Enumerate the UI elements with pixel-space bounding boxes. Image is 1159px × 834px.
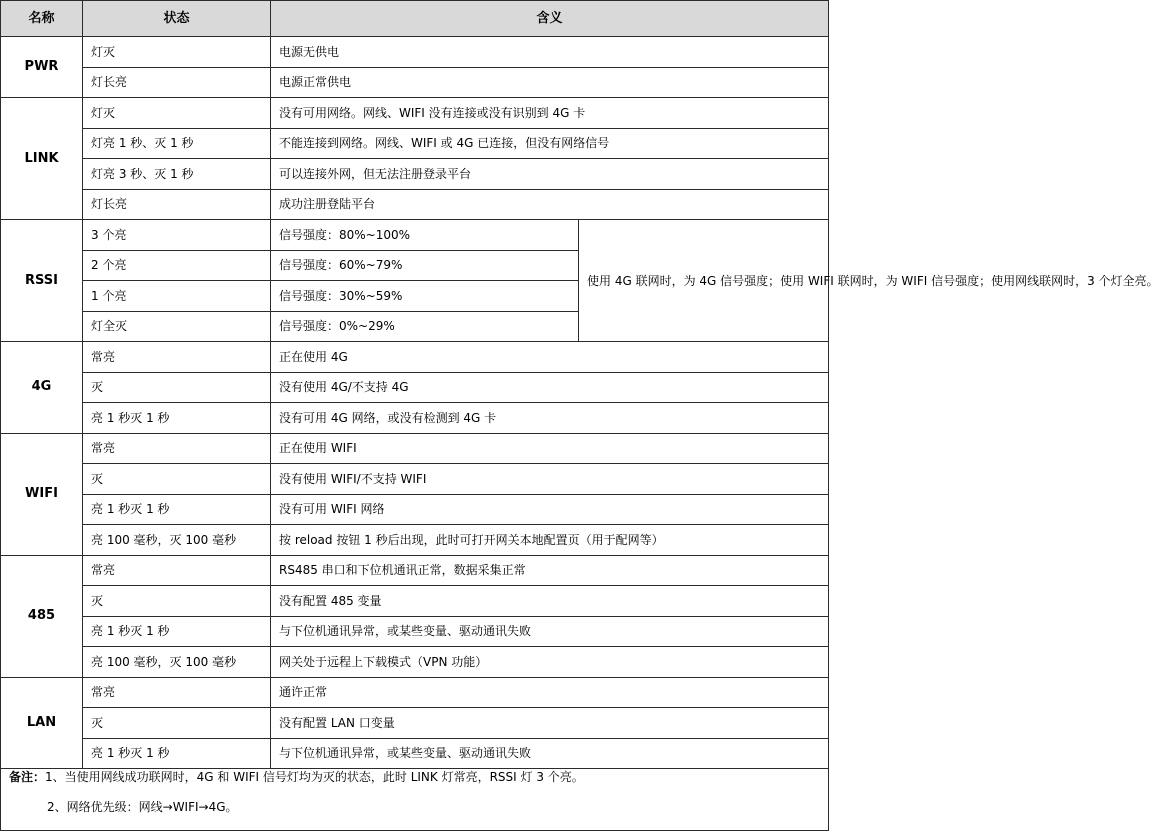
led-status-cell: 常亮 — [83, 555, 271, 586]
led-status-cell: 常亮 — [83, 342, 271, 373]
rssi-note-cell: 使用 4G 联网时，为 4G 信号强度；使用 WIFI 联网时，为 WIFI 信号强度；使用网线联网时，3 个灯全亮。 — [579, 220, 829, 342]
led-meaning-cell: 没有配置 LAN 口变量 — [271, 708, 829, 739]
led-meaning-cell: 没有可用网络。网线、WIFI 没有连接或没有识别到 4G 卡 — [271, 98, 829, 129]
led-status-cell: 亮 1 秒灭 1 秒 — [83, 494, 271, 525]
led-status-cell: 灯亮 1 秒、灭 1 秒 — [83, 128, 271, 159]
led-meaning-cell: 信号强度：80%~100% — [271, 220, 579, 251]
led-meaning-cell: 正在使用 4G — [271, 342, 829, 373]
table-row — [1, 464, 829, 495]
table-row — [1, 98, 829, 129]
led-status-cell: 灯灭 — [83, 37, 271, 68]
notes-line-1 — [9, 770, 820, 800]
table-row — [1, 647, 829, 678]
note-item: 1、当使用网线成功联网时，4G 和 WIFI 信号灯均为灭的状态，此时 LINK 灯常亮，RSSI 灯 3 个亮。 — [45, 769, 584, 784]
led-meaning-cell: 不能连接到网络。网线、WIFI 或 4G 已连接，但没有网络信号 — [271, 128, 829, 159]
led-meaning-cell: 电源无供电 — [271, 37, 829, 68]
led-meaning-cell: 信号强度：30%~59% — [271, 281, 579, 312]
led-meaning-cell: 电源正常供电 — [271, 67, 829, 98]
led-status-cell: 亮 1 秒灭 1 秒 — [83, 738, 271, 769]
table-row — [1, 616, 829, 647]
table-row — [1, 37, 829, 68]
header-meaning: 含义 — [271, 1, 829, 37]
table-row — [1, 128, 829, 159]
led-meaning-cell: 没有使用 WIFI/不支持 WIFI — [271, 464, 829, 495]
led-status-cell: 灯全灭 — [83, 311, 271, 342]
table-row — [1, 555, 829, 586]
led-meaning-cell: 没有使用 4G/不支持 4G — [271, 372, 829, 403]
led-status-cell: 灭 — [83, 708, 271, 739]
led-status-cell: 灯长亮 — [83, 67, 271, 98]
table-row — [1, 738, 829, 769]
table-row — [1, 220, 829, 251]
table-row — [1, 708, 829, 739]
table-row — [1, 372, 829, 403]
note-item: 2、网络优先级：网线→WIFI→4G。 — [47, 799, 238, 814]
notes-line-2 — [9, 800, 820, 830]
notes-row — [1, 769, 829, 831]
table-row — [1, 677, 829, 708]
led-meaning-cell: 没有可用 4G 网络，或没有检测到 4G 卡 — [271, 403, 829, 434]
led-meaning-cell: RS485 串口和下位机通讯正常，数据采集正常 — [271, 555, 829, 586]
table-row — [1, 67, 829, 98]
led-status-cell: 灯长亮 — [83, 189, 271, 220]
table-body — [1, 37, 1159, 769]
table-row — [1, 494, 829, 525]
led-status-cell: 亮 100 毫秒，灭 100 毫秒 — [83, 525, 271, 556]
led-status-cell: 灭 — [83, 464, 271, 495]
led-status-cell: 常亮 — [83, 677, 271, 708]
led-name-cell: 485 — [1, 555, 83, 677]
table-row — [1, 586, 829, 617]
table-header-row — [1, 1, 829, 37]
led-status-cell: 灯亮 3 秒、灭 1 秒 — [83, 159, 271, 190]
led-name-cell: PWR — [1, 37, 83, 98]
led-name-cell: WIFI — [1, 433, 83, 555]
led-status-cell: 亮 1 秒灭 1 秒 — [83, 616, 271, 647]
led-status-cell: 亮 100 毫秒，灭 100 毫秒 — [83, 647, 271, 678]
notes-cell — [1, 769, 829, 831]
led-status-cell: 常亮 — [83, 433, 271, 464]
led-name-cell: LINK — [1, 98, 83, 220]
led-status-cell: 灭 — [83, 372, 271, 403]
led-status-cell: 灯灭 — [83, 98, 271, 129]
led-meaning-cell: 没有可用 WIFI 网络 — [271, 494, 829, 525]
table-row — [1, 189, 829, 220]
led-meaning-cell: 按 reload 按钮 1 秒后出现，此时可打开网关本地配置页（用于配网等） — [271, 525, 829, 556]
led-meaning-cell: 信号强度：0%~29% — [271, 311, 579, 342]
header-name: 名称 — [1, 1, 83, 37]
led-name-cell: RSSI — [1, 220, 83, 342]
table-row — [1, 403, 829, 434]
led-meaning-cell: 成功注册登陆平台 — [271, 189, 829, 220]
notes-label: 备注： — [9, 769, 46, 784]
led-meaning-cell: 与下位机通讯异常，或某些变量、驱动通讯失败 — [271, 738, 829, 769]
table-row — [1, 525, 829, 556]
table-row — [1, 433, 829, 464]
led-name-cell: LAN — [1, 677, 83, 769]
led-meaning-cell: 没有配置 485 变量 — [271, 586, 829, 617]
led-meaning-cell: 与下位机通讯异常，或某些变量、驱动通讯失败 — [271, 616, 829, 647]
led-status-cell: 亮 1 秒灭 1 秒 — [83, 403, 271, 434]
led-meaning-cell: 信号强度：60%~79% — [271, 250, 579, 281]
led-meaning-cell: 通许正常 — [271, 677, 829, 708]
led-meaning-cell: 正在使用 WIFI — [271, 433, 829, 464]
led-meaning-cell: 可以连接外网，但无法注册登录平台 — [271, 159, 829, 190]
table-row — [1, 159, 829, 190]
led-status-cell: 1 个亮 — [83, 281, 271, 312]
header-status: 状态 — [83, 1, 271, 37]
led-status-cell: 灭 — [83, 586, 271, 617]
led-name-cell: 4G — [1, 342, 83, 434]
led-status-cell: 2 个亮 — [83, 250, 271, 281]
table-row — [1, 342, 829, 373]
led-status-cell: 3 个亮 — [83, 220, 271, 251]
led-meaning-cell: 网关处于远程上下载模式（VPN 功能） — [271, 647, 829, 678]
